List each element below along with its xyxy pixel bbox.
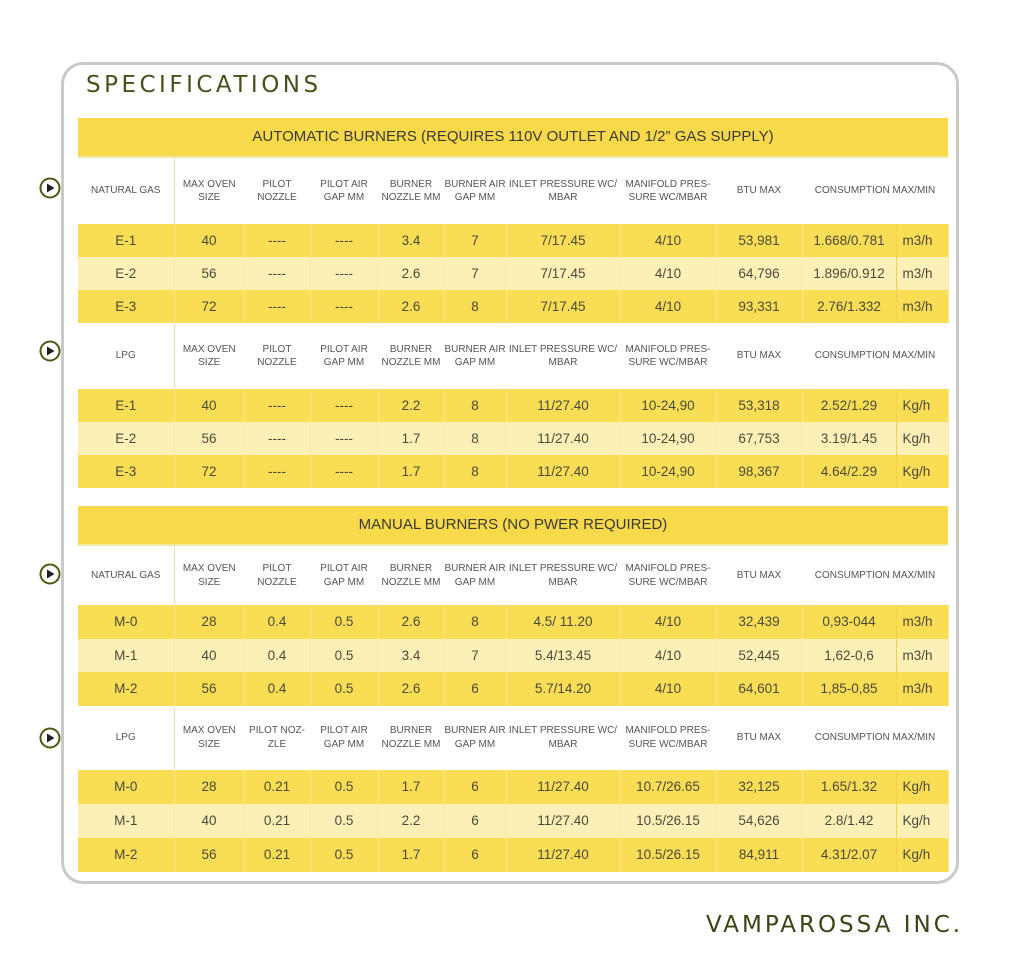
table-cell: ---- [244, 389, 310, 422]
table-cell: ---- [310, 389, 378, 422]
model-cell: E-1 [78, 224, 174, 257]
table-cell: 2.6 [378, 290, 444, 323]
column-header: BTU MAX [716, 158, 802, 224]
column-header: PILOT AIR GAP MM [310, 546, 378, 605]
table-cell: 0,93-044 [802, 605, 896, 639]
table-cell: 5.7/14.20 [506, 672, 620, 706]
table-cell: 10.7/26.65 [620, 770, 716, 804]
table-cell: 53,981 [716, 224, 802, 257]
table-cell: 0.4 [244, 639, 310, 673]
unit-cell: m3/h [896, 290, 948, 323]
unit-cell: Kg/h [896, 770, 948, 804]
table-cell: 4/10 [620, 224, 716, 257]
table-cell: 2.52/1.29 [802, 389, 896, 422]
column-header: BTU MAX [716, 706, 802, 770]
model-cell: E-1 [78, 389, 174, 422]
column-header: BURNER AIR GAP MM [444, 706, 506, 770]
manual-burners-section [78, 506, 948, 872]
unit-cell: Kg/h [896, 422, 948, 455]
manual-burners-title: MANUAL BURNERS (NO PWER REQUIRED) [78, 506, 948, 546]
table-cell: 6 [444, 838, 506, 872]
table-cell: 7 [444, 639, 506, 673]
table-row [78, 804, 948, 838]
table-cell: 7/17.45 [506, 290, 620, 323]
table-cell: ---- [310, 224, 378, 257]
table-cell: 0.5 [310, 770, 378, 804]
model-cell: E-3 [78, 455, 174, 488]
column-header: PILOT NOZZLE [244, 546, 310, 605]
table-cell: 53,318 [716, 389, 802, 422]
table-cell: 8 [444, 389, 506, 422]
table-cell: 2.6 [378, 257, 444, 290]
column-header: INLET PRESSURE WC/ MBAR [506, 323, 620, 389]
model-cell: M-1 [78, 804, 174, 838]
table-cell: 67,753 [716, 422, 802, 455]
model-cell: M-0 [78, 770, 174, 804]
table-cell: 54,626 [716, 804, 802, 838]
table-cell: ---- [244, 422, 310, 455]
table-cell: 4/10 [620, 639, 716, 673]
column-header: BURNER NOZZLE MM [378, 158, 444, 224]
table-cell: 4/10 [620, 605, 716, 639]
column-header: PILOT NOZZLE [244, 323, 310, 389]
table-cell: 93,331 [716, 290, 802, 323]
table-row [78, 455, 948, 488]
table-cell: 40 [174, 804, 244, 838]
table-cell: 11/27.40 [506, 804, 620, 838]
play-circle-icon[interactable] [39, 727, 61, 749]
table-cell: ---- [310, 422, 378, 455]
unit-cell: m3/h [896, 257, 948, 290]
unit-cell: m3/h [896, 672, 948, 706]
table-cell: 6 [444, 672, 506, 706]
table-cell: 56 [174, 672, 244, 706]
table-cell: 11/27.40 [506, 455, 620, 488]
table-cell: 7/17.45 [506, 257, 620, 290]
table-cell: 11/27.40 [506, 770, 620, 804]
table-cell: ---- [244, 455, 310, 488]
fuel-type-label: NATURAL GAS [78, 158, 174, 224]
column-header: BURNER NOZZLE MM [378, 706, 444, 770]
column-header: MANIFOLD PRES-SURE WC/MBAR [620, 158, 716, 224]
table-cell: 4.64/2.29 [802, 455, 896, 488]
table-cell: 3.4 [378, 639, 444, 673]
table-cell: 6 [444, 770, 506, 804]
model-cell: E-2 [78, 422, 174, 455]
table-cell: 7 [444, 257, 506, 290]
column-header: MANIFOLD PRES-SURE WC/MBAR [620, 323, 716, 389]
table-cell: 3.19/1.45 [802, 422, 896, 455]
table-cell: 1.7 [378, 838, 444, 872]
table-cell: 6 [444, 804, 506, 838]
fuel-type-label: NATURAL GAS [78, 546, 174, 605]
column-header: PILOT NOZZLE [244, 158, 310, 224]
table-cell: 7/17.45 [506, 224, 620, 257]
automatic-burners-title: AUTOMATIC BURNERS (REQUIRES 110V OUTLET AND 1/2” GAS SUPPLY) [78, 118, 948, 158]
column-header: INLET PRESSURE WC/ MBAR [506, 706, 620, 770]
column-header: MAX OVEN SIZE [174, 546, 244, 605]
column-header: BURNER AIR GAP MM [444, 158, 506, 224]
unit-cell: Kg/h [896, 804, 948, 838]
model-cell: E-2 [78, 257, 174, 290]
column-header: BURNER AIR GAP MM [444, 323, 506, 389]
table-row [78, 838, 948, 872]
header-row [78, 546, 948, 605]
table-cell: 56 [174, 422, 244, 455]
column-header: BTU MAX [716, 323, 802, 389]
table-cell: 1.896/0.912 [802, 257, 896, 290]
column-header: PILOT AIR GAP MM [310, 158, 378, 224]
table-cell: 98,367 [716, 455, 802, 488]
table-cell: 1.7 [378, 770, 444, 804]
table-cell: 40 [174, 639, 244, 673]
table-cell: 10-24,90 [620, 455, 716, 488]
unit-cell: m3/h [896, 224, 948, 257]
table-cell: 4/10 [620, 257, 716, 290]
table-cell: 84,911 [716, 838, 802, 872]
header-row [78, 323, 948, 389]
table-cell: 0.5 [310, 605, 378, 639]
table-cell: 0.21 [244, 838, 310, 872]
table-cell: 1,85-0,85 [802, 672, 896, 706]
unit-cell: Kg/h [896, 455, 948, 488]
table-cell: 0.5 [310, 639, 378, 673]
table-cell: 2.6 [378, 672, 444, 706]
table-cell: 72 [174, 455, 244, 488]
column-header: PILOT AIR GAP MM [310, 323, 378, 389]
table-row [78, 422, 948, 455]
table-cell: 1.7 [378, 422, 444, 455]
column-header: BURNER NOZZLE MM [378, 323, 444, 389]
page-title: SPECIFICATIONS [86, 72, 322, 98]
table-cell: 4/10 [620, 672, 716, 706]
table-cell: 4.31/2.07 [802, 838, 896, 872]
table-cell: 32,125 [716, 770, 802, 804]
table-cell: 2.8/1.42 [802, 804, 896, 838]
table-cell: 7 [444, 224, 506, 257]
table-row [78, 290, 948, 323]
fuel-type-label: LPG [78, 323, 174, 389]
model-cell: M-1 [78, 639, 174, 673]
manual-lpg-table [78, 706, 949, 872]
table-cell: 2.76/1.332 [802, 290, 896, 323]
play-circle-icon[interactable] [39, 177, 61, 199]
company-name: VAMPAROSSA INC. [706, 912, 964, 938]
model-cell: E-3 [78, 290, 174, 323]
column-header: BTU MAX [716, 546, 802, 605]
table-cell: 4.5/ 11.20 [506, 605, 620, 639]
table-row [78, 389, 948, 422]
table-cell: 64,601 [716, 672, 802, 706]
table-cell: 5.4/13.45 [506, 639, 620, 673]
table-cell: 1.65/1.32 [802, 770, 896, 804]
table-cell: 1.7 [378, 455, 444, 488]
column-header: INLET PRESSURE WC/ MBAR [506, 158, 620, 224]
table-cell: 8 [444, 455, 506, 488]
table-cell: 2.6 [378, 605, 444, 639]
table-cell: 11/27.40 [506, 838, 620, 872]
table-cell: 1,62-0,6 [802, 639, 896, 673]
table-cell: 11/27.40 [506, 389, 620, 422]
model-cell: M-2 [78, 672, 174, 706]
table-cell: 8 [444, 605, 506, 639]
table-cell: 72 [174, 290, 244, 323]
table-cell: 40 [174, 224, 244, 257]
column-header: BURNER AIR GAP MM [444, 546, 506, 605]
unit-cell: Kg/h [896, 389, 948, 422]
table-cell: 28 [174, 605, 244, 639]
automatic-burners-section [78, 118, 948, 488]
table-row [78, 605, 948, 639]
header-row [78, 158, 948, 224]
table-cell: 64,796 [716, 257, 802, 290]
column-header: PILOT AIR GAP MM [310, 706, 378, 770]
table-cell: 10.5/26.15 [620, 804, 716, 838]
table-row [78, 672, 948, 706]
automatic-lpg-table [78, 323, 949, 488]
table-cell: ---- [244, 224, 310, 257]
table-cell: 8 [444, 422, 506, 455]
model-cell: M-2 [78, 838, 174, 872]
table-cell: 8 [444, 290, 506, 323]
table-cell: 1.668/0.781 [802, 224, 896, 257]
table-cell: 0.5 [310, 838, 378, 872]
column-header: CONSUMPTION MAX/MIN [802, 546, 948, 605]
table-row [78, 257, 948, 290]
table-cell: ---- [310, 290, 378, 323]
table-cell: ---- [244, 257, 310, 290]
column-header: MAX OVEN SIZE [174, 323, 244, 389]
table-cell: 4/10 [620, 290, 716, 323]
table-row [78, 770, 948, 804]
column-header: MAX OVEN SIZE [174, 706, 244, 770]
column-header: CONSUMPTION MAX/MIN [802, 706, 948, 770]
table-cell: 11/27.40 [506, 422, 620, 455]
table-cell: 56 [174, 838, 244, 872]
table-cell: 0.21 [244, 770, 310, 804]
table-cell: ---- [310, 257, 378, 290]
play-circle-icon[interactable] [39, 340, 61, 362]
table-cell: 52,445 [716, 639, 802, 673]
table-cell: 2.2 [378, 389, 444, 422]
table-cell: 10.5/26.15 [620, 838, 716, 872]
table-cell: 0.4 [244, 605, 310, 639]
model-cell: M-0 [78, 605, 174, 639]
column-header: CONSUMPTION MAX/MIN [802, 158, 948, 224]
table-cell: 40 [174, 389, 244, 422]
table-cell: 3.4 [378, 224, 444, 257]
table-row [78, 639, 948, 673]
table-cell: ---- [244, 290, 310, 323]
column-header: MAX OVEN SIZE [174, 158, 244, 224]
column-header: CONSUMPTION MAX/MIN [802, 323, 948, 389]
table-cell: 56 [174, 257, 244, 290]
column-header: BURNER NOZZLE MM [378, 546, 444, 605]
unit-cell: m3/h [896, 605, 948, 639]
unit-cell: m3/h [896, 639, 948, 673]
table-cell: 0.4 [244, 672, 310, 706]
table-cell: 0.21 [244, 804, 310, 838]
table-cell: ---- [310, 455, 378, 488]
table-cell: 0.5 [310, 804, 378, 838]
column-header: MANIFOLD PRES-SURE WC/MBAR [620, 706, 716, 770]
fuel-type-label: LPG [78, 706, 174, 770]
table-cell: 10-24,90 [620, 389, 716, 422]
column-header: MANIFOLD PRES-SURE WC/MBAR [620, 546, 716, 605]
play-circle-icon[interactable] [39, 563, 61, 585]
table-cell: 28 [174, 770, 244, 804]
manual-natural-gas-table [78, 546, 949, 706]
unit-cell: Kg/h [896, 838, 948, 872]
table-cell: 10-24,90 [620, 422, 716, 455]
table-cell: 2.2 [378, 804, 444, 838]
column-header: PILOT NOZ-ZLE [244, 706, 310, 770]
table-cell: 32,439 [716, 605, 802, 639]
table-cell: 0.5 [310, 672, 378, 706]
column-header: INLET PRESSURE WC/ MBAR [506, 546, 620, 605]
table-row [78, 224, 948, 257]
automatic-natural-gas-table [78, 158, 949, 323]
header-row [78, 706, 948, 770]
